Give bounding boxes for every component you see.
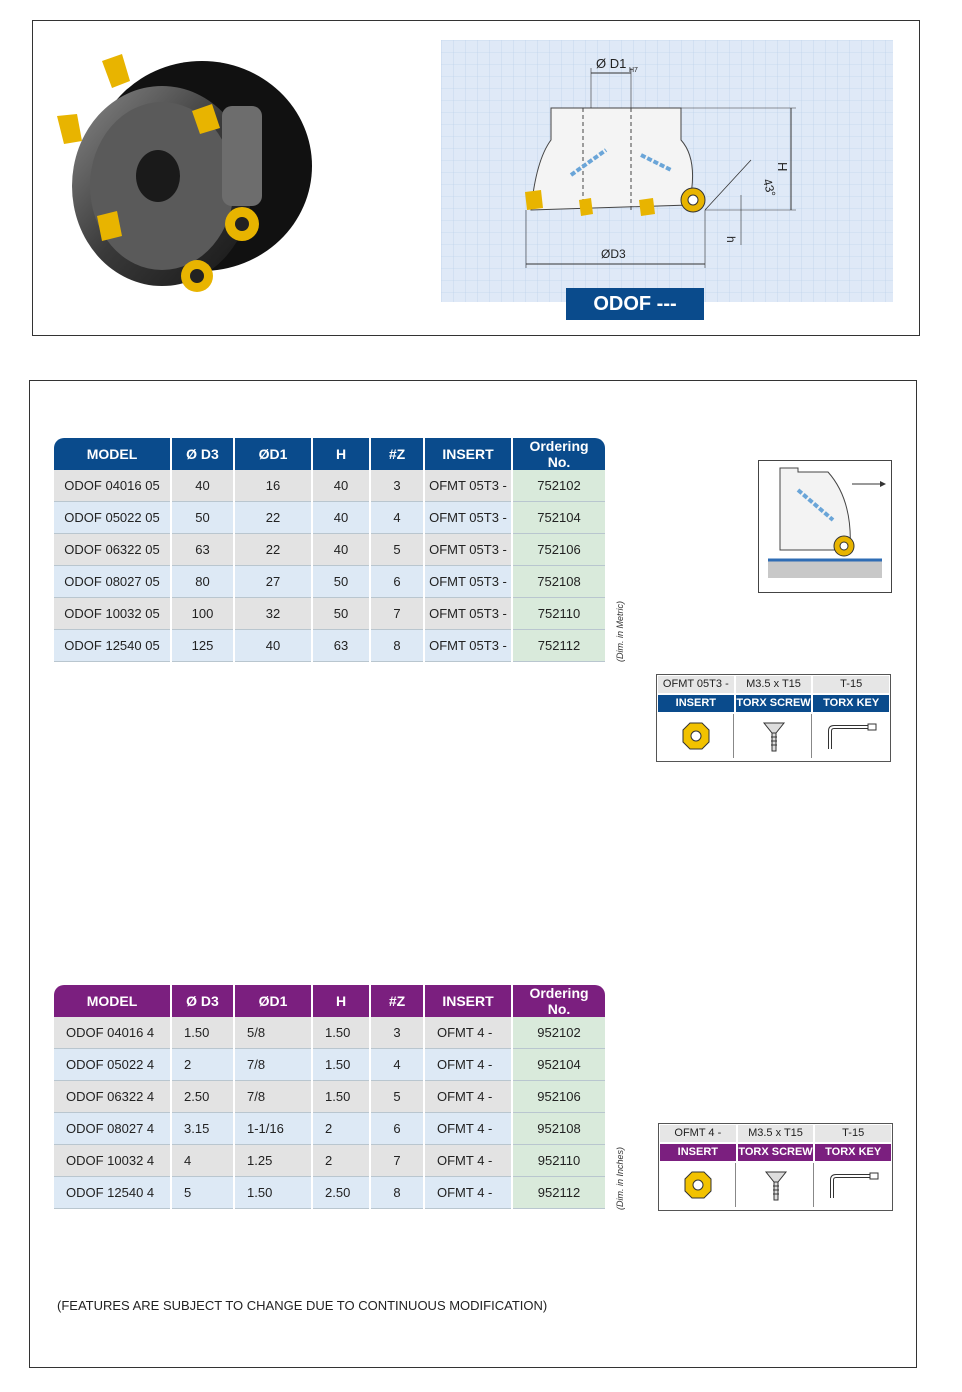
column-header: INSERT bbox=[425, 438, 511, 470]
milling-cutter-image bbox=[52, 36, 322, 296]
screw-code: M3.5 x T15 bbox=[738, 1125, 814, 1142]
table-cell: ODOF 04016 4 bbox=[54, 1017, 170, 1049]
column-header: Ø D3 bbox=[172, 985, 233, 1017]
table-cell: 5 bbox=[371, 534, 423, 566]
table-row bbox=[54, 598, 605, 630]
key-code: T-15 bbox=[815, 1125, 891, 1142]
table-cell: 100 bbox=[172, 598, 233, 630]
column-header: #Z bbox=[371, 985, 423, 1017]
insert-code: OFMT 4 - bbox=[660, 1125, 736, 1142]
table-cell: 1.50 bbox=[313, 1081, 369, 1113]
table-cell: 2.50 bbox=[313, 1177, 369, 1209]
table-cell: 2.50 bbox=[172, 1081, 233, 1113]
table-cell: 1.50 bbox=[172, 1017, 233, 1049]
table-cell: OFMT 4 - bbox=[425, 1049, 511, 1081]
table-cell: 63 bbox=[313, 630, 369, 662]
table-cell: 752102 bbox=[513, 470, 605, 502]
table-cell: ODOF 06322 05 bbox=[54, 534, 170, 566]
octagon-insert-icon bbox=[658, 714, 734, 758]
table-cell: 3 bbox=[371, 470, 423, 502]
torx-key-header: TORX KEY bbox=[813, 695, 889, 712]
table-cell: ODOF 04016 05 bbox=[54, 470, 170, 502]
table-cell: 8 bbox=[371, 1177, 423, 1209]
column-header: MODEL bbox=[54, 985, 170, 1017]
table-cell: 7/8 bbox=[235, 1049, 311, 1081]
table-cell: ODOF 06322 4 bbox=[54, 1081, 170, 1113]
table-cell: 3.15 bbox=[172, 1113, 233, 1145]
table-cell: OFMT 05T3 - bbox=[425, 502, 511, 534]
table-cell: 50 bbox=[313, 566, 369, 598]
torx-key-icon bbox=[816, 1163, 891, 1207]
table-cell: 752110 bbox=[513, 598, 605, 630]
table-row bbox=[54, 1177, 605, 1209]
table-row bbox=[54, 1049, 605, 1081]
height-label: H bbox=[775, 162, 790, 172]
angle-label: 43° bbox=[760, 177, 779, 199]
table-cell: 16 bbox=[235, 470, 311, 502]
d1-label: Ø D1 bbox=[596, 56, 627, 71]
table-cell: 2 bbox=[313, 1113, 369, 1145]
table-cell: 80 bbox=[172, 566, 233, 598]
table-cell: OFMT 4 - bbox=[425, 1177, 511, 1209]
table-cell: 40 bbox=[313, 534, 369, 566]
table-cell: 4 bbox=[371, 502, 423, 534]
table-cell: 6 bbox=[371, 1113, 423, 1145]
column-header: ØD1 bbox=[235, 438, 311, 470]
d3-label: ØD3 bbox=[601, 247, 626, 261]
torx-screw-icon bbox=[736, 714, 812, 758]
insert-header: INSERT bbox=[658, 695, 734, 712]
table-cell: ODOF 08027 05 bbox=[54, 566, 170, 598]
table-row bbox=[54, 1081, 605, 1113]
table-cell: 22 bbox=[235, 534, 311, 566]
table-cell: 7/8 bbox=[235, 1081, 311, 1113]
small-h-label: h bbox=[724, 236, 738, 243]
table-cell: 952104 bbox=[513, 1049, 605, 1081]
table-cell: 27 bbox=[235, 566, 311, 598]
table-cell: 7 bbox=[371, 598, 423, 630]
table-cell: 63 bbox=[172, 534, 233, 566]
table-cell: 32 bbox=[235, 598, 311, 630]
table-cell: 952110 bbox=[513, 1145, 605, 1177]
table-cell: 3 bbox=[371, 1017, 423, 1049]
inch-spec-table bbox=[52, 985, 607, 1209]
table-cell: OFMT 4 - bbox=[425, 1113, 511, 1145]
table-cell: 1.50 bbox=[313, 1017, 369, 1049]
table-cell: 125 bbox=[172, 630, 233, 662]
insert-code: OFMT 05T3 - bbox=[658, 676, 734, 693]
table-cell: OFMT 05T3 - bbox=[425, 534, 511, 566]
table-cell: 5/8 bbox=[235, 1017, 311, 1049]
table-cell: OFMT 05T3 - bbox=[425, 566, 511, 598]
table-cell: OFMT 4 - bbox=[425, 1081, 511, 1113]
table-header-row bbox=[54, 985, 605, 1017]
series-label: ODOF --- bbox=[566, 288, 704, 320]
insert-header: INSERT bbox=[660, 1144, 736, 1161]
table-cell: 7 bbox=[371, 1145, 423, 1177]
torx-screw-header: TORX SCREW bbox=[738, 1144, 814, 1161]
table-cell: 40 bbox=[235, 630, 311, 662]
table-cell: ODOF 05022 05 bbox=[54, 502, 170, 534]
table-cell: OFMT 05T3 - bbox=[425, 598, 511, 630]
column-header: Ø D3 bbox=[172, 438, 233, 470]
table-cell: 2 bbox=[313, 1145, 369, 1177]
column-header: INSERT bbox=[425, 985, 511, 1017]
table-header-row bbox=[54, 438, 605, 470]
table-cell: ODOF 08027 4 bbox=[54, 1113, 170, 1145]
table-cell: ODOF 12540 4 bbox=[54, 1177, 170, 1209]
key-code: T-15 bbox=[813, 676, 889, 693]
table-row bbox=[54, 502, 605, 534]
column-header: Ordering No. bbox=[513, 438, 605, 470]
table-cell: OFMT 05T3 - bbox=[425, 470, 511, 502]
table-cell: ODOF 12540 05 bbox=[54, 630, 170, 662]
table-cell: 50 bbox=[313, 598, 369, 630]
table-cell: 40 bbox=[313, 470, 369, 502]
table-cell: ODOF 05022 4 bbox=[54, 1049, 170, 1081]
table-row bbox=[54, 470, 605, 502]
metric-spec-table bbox=[52, 438, 607, 662]
table-cell: 952108 bbox=[513, 1113, 605, 1145]
column-header: Ordering No. bbox=[513, 985, 605, 1017]
table-cell: 1.25 bbox=[235, 1145, 311, 1177]
octagon-insert-icon bbox=[660, 1163, 736, 1207]
metric-units-note: (Dim. in Metric) bbox=[615, 601, 625, 662]
table-cell: OFMT 4 - bbox=[425, 1145, 511, 1177]
table-cell: 8 bbox=[371, 630, 423, 662]
torx-key-icon bbox=[814, 714, 889, 758]
metric-accessories-box bbox=[656, 674, 891, 762]
table-cell: 4 bbox=[172, 1145, 233, 1177]
table-row bbox=[54, 1145, 605, 1177]
torx-key-header: TORX KEY bbox=[815, 1144, 891, 1161]
table-cell: 4 bbox=[371, 1049, 423, 1081]
technical-drawing bbox=[441, 40, 893, 302]
table-cell: 752108 bbox=[513, 566, 605, 598]
table-cell: ODOF 10032 4 bbox=[54, 1145, 170, 1177]
column-header: H bbox=[313, 438, 369, 470]
d1-tolerance-label: H7 bbox=[629, 67, 638, 74]
inch-accessories-box bbox=[658, 1123, 893, 1211]
table-cell: 952102 bbox=[513, 1017, 605, 1049]
column-header: #Z bbox=[371, 438, 423, 470]
column-header: H bbox=[313, 985, 369, 1017]
table-cell: 1-1/16 bbox=[235, 1113, 311, 1145]
table-cell: 2 bbox=[172, 1049, 233, 1081]
screw-code: M3.5 x T15 bbox=[736, 676, 812, 693]
table-row bbox=[54, 1017, 605, 1049]
table-row bbox=[54, 566, 605, 598]
table-cell: OFMT 05T3 - bbox=[425, 630, 511, 662]
torx-screw-icon bbox=[738, 1163, 814, 1207]
table-cell: 752104 bbox=[513, 502, 605, 534]
table-cell: 752106 bbox=[513, 534, 605, 566]
table-cell: 1.50 bbox=[235, 1177, 311, 1209]
table-cell: 752112 bbox=[513, 630, 605, 662]
table-row bbox=[54, 1113, 605, 1145]
table-cell: OFMT 4 - bbox=[425, 1017, 511, 1049]
table-cell: 50 bbox=[172, 502, 233, 534]
table-cell: 40 bbox=[313, 502, 369, 534]
torx-screw-header: TORX SCREW bbox=[736, 695, 812, 712]
table-row bbox=[54, 630, 605, 662]
table-cell: 5 bbox=[172, 1177, 233, 1209]
cutting-direction-diagram bbox=[758, 460, 892, 593]
table-cell: 6 bbox=[371, 566, 423, 598]
table-row bbox=[54, 534, 605, 566]
table-cell: 40 bbox=[172, 470, 233, 502]
inch-units-note: (Dim. in Inches) bbox=[615, 1146, 625, 1210]
column-header: ØD1 bbox=[235, 985, 311, 1017]
table-cell: 1.50 bbox=[313, 1049, 369, 1081]
table-cell: ODOF 10032 05 bbox=[54, 598, 170, 630]
column-header: MODEL bbox=[54, 438, 170, 470]
table-cell: 5 bbox=[371, 1081, 423, 1113]
table-cell: 952106 bbox=[513, 1081, 605, 1113]
disclaimer-footnote: (FEATURES ARE SUBJECT TO CHANGE DUE TO CONTINUOUS MODIFICATION) bbox=[57, 1298, 548, 1313]
table-cell: 952112 bbox=[513, 1177, 605, 1209]
table-cell: 22 bbox=[235, 502, 311, 534]
